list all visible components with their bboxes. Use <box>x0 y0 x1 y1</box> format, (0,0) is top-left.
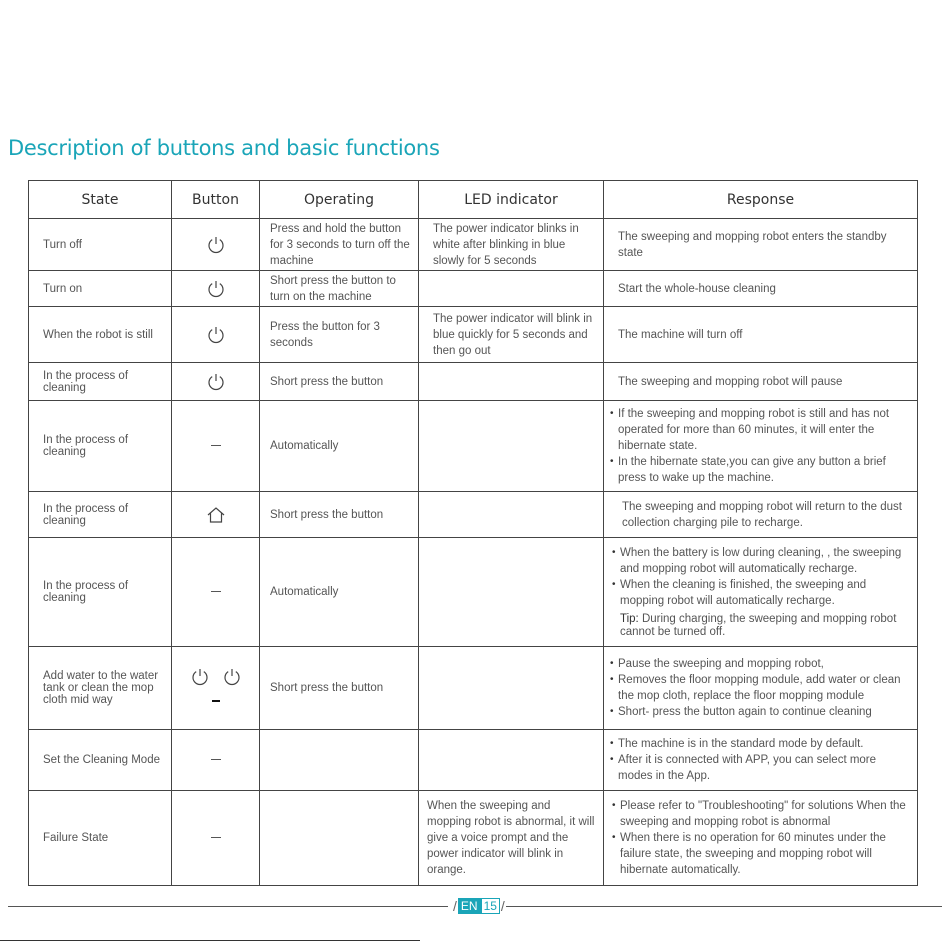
power-icon <box>206 279 226 299</box>
power-icon <box>206 235 226 255</box>
cell-button <box>172 730 260 791</box>
cell-button <box>172 647 260 730</box>
cell-operating: Short press the button <box>260 492 419 538</box>
table-row <box>29 363 918 401</box>
buttons-table <box>28 180 918 886</box>
table-header-row <box>29 181 918 219</box>
response-list <box>610 656 915 720</box>
cell-state: Turn on <box>29 271 172 307</box>
cell-led: The power indicator will blink in blue quickly for 5 seconds and then go out <box>419 307 604 363</box>
response-list <box>612 545 911 609</box>
cell-led <box>419 363 604 401</box>
cell-response <box>604 730 918 791</box>
cell-led: When the sweeping and mopping robot is abnormal, it will give a voice prompt and the power indicator will blink in orange. <box>419 791 604 886</box>
list-item: • When there is no operation for 60 minutes under the failure state, the sweeping and mopping robot will hibernate automatically. <box>612 830 911 878</box>
power-icon <box>206 325 226 345</box>
power-icon <box>190 667 210 687</box>
list-item: • The machine is in the standard mode by default. <box>610 736 911 752</box>
cell-led <box>419 492 604 538</box>
page-number: 15 <box>481 898 500 914</box>
cell-state: Set the Cleaning Mode <box>29 730 172 791</box>
list-item: • In the hibernate state,you can give any button a brief press to wake up the machine. <box>610 454 911 486</box>
dash-icon <box>211 837 221 838</box>
footer-line-left <box>8 906 448 907</box>
cell-button <box>172 791 260 886</box>
response-list <box>612 798 911 878</box>
cell-operating: Short press the button <box>260 647 419 730</box>
dash-icon <box>211 591 221 592</box>
cell-state: In the process of cleaning <box>29 492 172 538</box>
cell-state: In the process of cleaning <box>29 401 172 492</box>
cell-led <box>419 730 604 791</box>
table-row <box>29 219 918 271</box>
slash-right: / <box>500 898 505 914</box>
cell-button <box>172 401 260 492</box>
power-icon <box>222 667 242 687</box>
dash-icon <box>211 759 221 760</box>
cell-response <box>604 401 918 492</box>
power-icon <box>206 372 226 392</box>
cell-operating: Short press the button to turn on the machine <box>260 271 419 307</box>
cell-button <box>172 363 260 401</box>
cell-led: The power indicator blinks in white after blinking in blue slowly for 5 seconds <box>419 219 604 271</box>
cell-response: The sweeping and mopping robot will return to the dust collection charging pile to recharge. <box>604 492 918 538</box>
table-row <box>29 730 918 791</box>
cell-state: When the robot is still <box>29 307 172 363</box>
cell-button <box>172 538 260 647</box>
table-row <box>29 492 918 538</box>
cell-button <box>172 219 260 271</box>
bottom-rule <box>0 940 420 941</box>
tip-note <box>612 613 911 639</box>
cell-state: Failure State <box>29 791 172 886</box>
page-badge <box>452 897 506 915</box>
lang-label: EN <box>458 898 481 914</box>
header-button: Button <box>172 181 260 219</box>
list-item: • Removes the floor mopping module, add water or clean the mop cloth, replace the floor mopping module <box>610 672 915 704</box>
cell-led <box>419 271 604 307</box>
list-item: • When the cleaning is finished, the sweeping and mopping robot will automatically recharge. <box>612 577 911 609</box>
cell-button <box>172 271 260 307</box>
cell-response: Start the whole-house cleaning <box>604 271 918 307</box>
header-state: State <box>29 181 172 219</box>
cell-button <box>172 492 260 538</box>
table-row <box>29 401 918 492</box>
header-response: Response <box>604 181 918 219</box>
slash-left: / <box>453 898 457 914</box>
cell-state: Turn off <box>29 219 172 271</box>
header-operating: Operating <box>260 181 419 219</box>
tip-label: Tip: <box>620 613 639 625</box>
table-row <box>29 538 918 647</box>
cell-state: In the process of cleaning <box>29 538 172 647</box>
cell-state: In the process of cleaning <box>29 363 172 401</box>
list-item: • After it is connected with APP, you can select more modes in the App. <box>610 752 911 784</box>
cell-response <box>604 647 918 730</box>
cell-led <box>419 538 604 647</box>
cell-operating: Automatically <box>260 538 419 647</box>
page-title: Description of buttons and basic functions <box>8 136 440 160</box>
response-list <box>610 736 911 784</box>
button-pair <box>172 667 259 687</box>
cell-operating: Automatically <box>260 401 419 492</box>
cell-operating <box>260 730 419 791</box>
cell-operating <box>260 791 419 886</box>
footer-line-right <box>506 906 942 907</box>
list-item: • Please refer to "Troubleshooting" for solutions When the sweeping and mopping robot is abnormal <box>612 798 911 830</box>
home-icon <box>206 505 226 525</box>
cell-operating: Short press the button <box>260 363 419 401</box>
list-item: • Short- press the button again to continue cleaning <box>610 704 915 720</box>
cell-response <box>604 791 918 886</box>
table-row <box>29 791 918 886</box>
dash-icon <box>211 445 221 446</box>
cell-response: The sweeping and mopping robot enters the standby state <box>604 219 918 271</box>
dash-wrap <box>172 693 259 709</box>
cell-response <box>604 538 918 647</box>
dash-icon <box>212 700 220 702</box>
header-led: LED indicator <box>419 181 604 219</box>
cell-operating: Press and hold the button for 3 seconds to turn off the machine <box>260 219 419 271</box>
list-item: • If the sweeping and mopping robot is still and has not operated for more than 60 minutes, it will enter the hibernate state. <box>610 406 911 454</box>
list-item: • Pause the sweeping and mopping robot, <box>610 656 915 672</box>
tip-text: During charging, the sweeping and mopping robot cannot be turned off. <box>620 613 897 638</box>
cell-response: The sweeping and mopping robot will pause <box>604 363 918 401</box>
table-row <box>29 307 918 363</box>
cell-led <box>419 647 604 730</box>
cell-led <box>419 401 604 492</box>
table-row <box>29 271 918 307</box>
table-row <box>29 647 918 730</box>
list-item: • When the battery is low during cleaning, , the sweeping and mopping robot will automatically recharge. <box>612 545 911 577</box>
response-list <box>610 406 911 486</box>
cell-button <box>172 307 260 363</box>
cell-operating: Press the button for 3 seconds <box>260 307 419 363</box>
cell-response: The machine will turn off <box>604 307 918 363</box>
cell-state: Add water to the water tank or clean the mop cloth mid way <box>29 647 172 730</box>
